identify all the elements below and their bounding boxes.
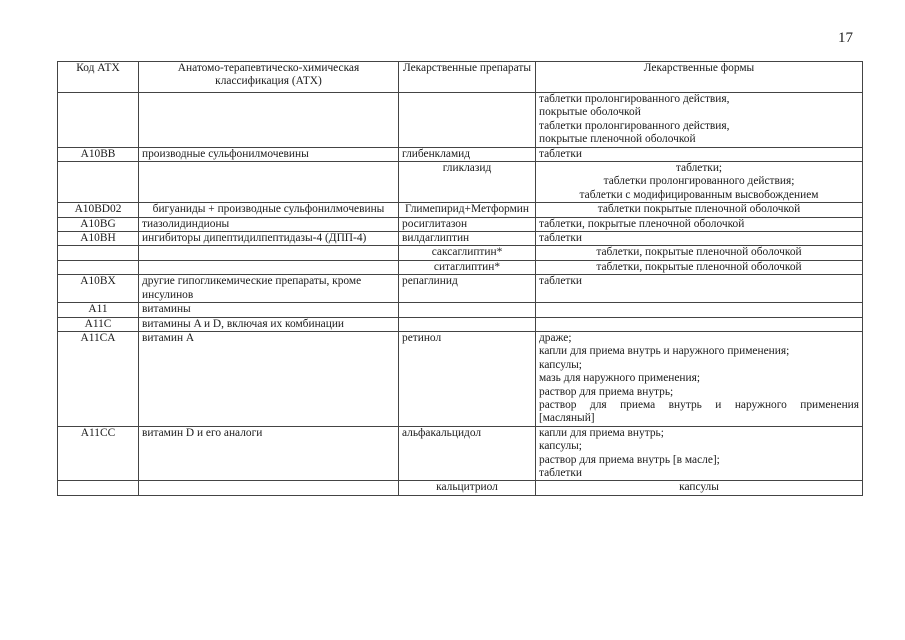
table-row: [58, 303, 863, 317]
cell-forms: [536, 232, 863, 246]
cell-forms: [536, 93, 863, 148]
cell-forms: [536, 260, 863, 274]
form-line: таблетки пролонгированного действия;: [603, 175, 795, 188]
cell-drug: альфакальцидол: [399, 426, 536, 481]
cell-drug: саксаглиптин*: [399, 246, 536, 260]
cell-forms: [536, 275, 863, 303]
cell-code: [58, 481, 139, 495]
form-line: [масляный]: [539, 412, 595, 425]
form-line: таблетки: [539, 147, 583, 160]
form-line: капли для приема внутрь и наружного применения;: [539, 345, 790, 358]
cell-forms: [536, 203, 863, 217]
cell-code: A10BG: [58, 217, 139, 231]
table-row: [58, 275, 863, 303]
table-row: [58, 217, 863, 231]
cell-code: A10BX: [58, 275, 139, 303]
cell-drug: [399, 93, 536, 148]
table-row: [58, 147, 863, 161]
header-drugs: Лекарственные препараты: [399, 62, 536, 93]
cell-classification: витамины: [139, 303, 399, 317]
cell-drug: росиглитазон: [399, 217, 536, 231]
cell-code: A11C: [58, 317, 139, 331]
cell-classification: [139, 260, 399, 274]
cell-classification: бигуаниды + производные сульфонилмочевины: [139, 203, 399, 217]
form-line: мазь для наружного применения;: [539, 372, 701, 385]
form-line: таблетки покрытые пленочной оболочкой: [597, 203, 801, 216]
cell-forms: [536, 217, 863, 231]
table-row: [58, 317, 863, 331]
cell-code: [58, 93, 139, 148]
table-row: [58, 93, 863, 148]
cell-drug: Глимепирид+Метформин: [399, 203, 536, 217]
cell-forms: [536, 162, 863, 203]
form-line: таблетки с модифицированным высвобождением: [579, 188, 819, 201]
form-line: таблетки, покрытые пленочной оболочкой: [596, 260, 802, 273]
table-row: [58, 481, 863, 495]
cell-forms: [536, 147, 863, 161]
header-forms: Лекарственные формы: [536, 62, 863, 93]
cell-code: [58, 246, 139, 260]
cell-code: A10BH: [58, 232, 139, 246]
table-row: [58, 203, 863, 217]
cell-forms: [536, 426, 863, 481]
cell-drug: вилдаглиптин: [399, 232, 536, 246]
table-row: [58, 331, 863, 426]
cell-code: A10BD02: [58, 203, 139, 217]
cell-code: A10BB: [58, 147, 139, 161]
cell-code: A11CA: [58, 331, 139, 426]
form-line: капсулы;: [539, 440, 582, 453]
cell-drug: гликлазид: [399, 162, 536, 203]
cell-drug: ситаглиптин*: [399, 260, 536, 274]
table-row: [58, 426, 863, 481]
cell-forms: [536, 246, 863, 260]
cell-classification: ингибиторы дипептидилпептидазы-4 (ДПП-4): [139, 232, 399, 246]
form-line: покрытые пленочной оболочкой: [539, 133, 696, 146]
form-line: раствор для приема внутрь;: [539, 385, 674, 398]
cell-drug: кальцитриол: [399, 481, 536, 495]
cell-code: [58, 162, 139, 203]
page-number: 17: [838, 30, 853, 46]
cell-code: A11: [58, 303, 139, 317]
form-line: раствор для приема внутрь и наружного применения: [539, 398, 859, 411]
table-header-row: [58, 62, 863, 93]
table-row: [58, 246, 863, 260]
form-line: раствор для приема внутрь [в масле];: [539, 453, 720, 466]
header-classification: Анатомо-терапевтическо-химическая классификация (АТХ): [139, 62, 399, 93]
cell-forms: [536, 481, 863, 495]
cell-drug: ретинол: [399, 331, 536, 426]
form-line: таблетки: [539, 466, 583, 479]
cell-classification: [139, 93, 399, 148]
cell-code: [58, 260, 139, 274]
atx-table: [57, 61, 863, 496]
cell-forms: [536, 303, 863, 317]
cell-classification: витамин A: [139, 331, 399, 426]
form-line: таблетки пролонгированного действия,: [539, 119, 730, 132]
cell-forms: [536, 331, 863, 426]
cell-classification: другие гипогликемические препараты, кроме инсулинов: [139, 275, 399, 303]
form-line: капсулы;: [539, 358, 582, 371]
cell-classification: [139, 481, 399, 495]
form-line: таблетки пролонгированного действия,: [539, 93, 730, 105]
cell-drug: репаглинид: [399, 275, 536, 303]
cell-classification: [139, 246, 399, 260]
cell-forms: [536, 317, 863, 331]
header-code: Код АТХ: [58, 62, 139, 93]
table-row: [58, 232, 863, 246]
form-line: таблетки: [539, 275, 583, 288]
cell-drug: [399, 317, 536, 331]
cell-classification: витамин D и его аналоги: [139, 426, 399, 481]
form-line: таблетки: [539, 232, 583, 245]
form-line: капсулы: [679, 481, 719, 494]
cell-drug: глибенкламид: [399, 147, 536, 161]
form-line: таблетки, покрытые пленочной оболочкой: [596, 246, 802, 259]
table-row: [58, 260, 863, 274]
cell-classification: [139, 162, 399, 203]
form-line: драже;: [539, 331, 572, 344]
cell-classification: производные сульфонилмочевины: [139, 147, 399, 161]
cell-code: A11CC: [58, 426, 139, 481]
cell-drug: [399, 303, 536, 317]
form-line: покрытые оболочкой: [539, 106, 641, 119]
cell-classification: витамины A и D, включая их комбинации: [139, 317, 399, 331]
cell-classification: тиазолидиндионы: [139, 217, 399, 231]
form-line: таблетки, покрытые пленочной оболочкой: [539, 217, 745, 230]
table-row: [58, 162, 863, 203]
form-line: таблетки;: [675, 162, 723, 175]
form-line: капли для приема внутрь;: [539, 426, 664, 439]
